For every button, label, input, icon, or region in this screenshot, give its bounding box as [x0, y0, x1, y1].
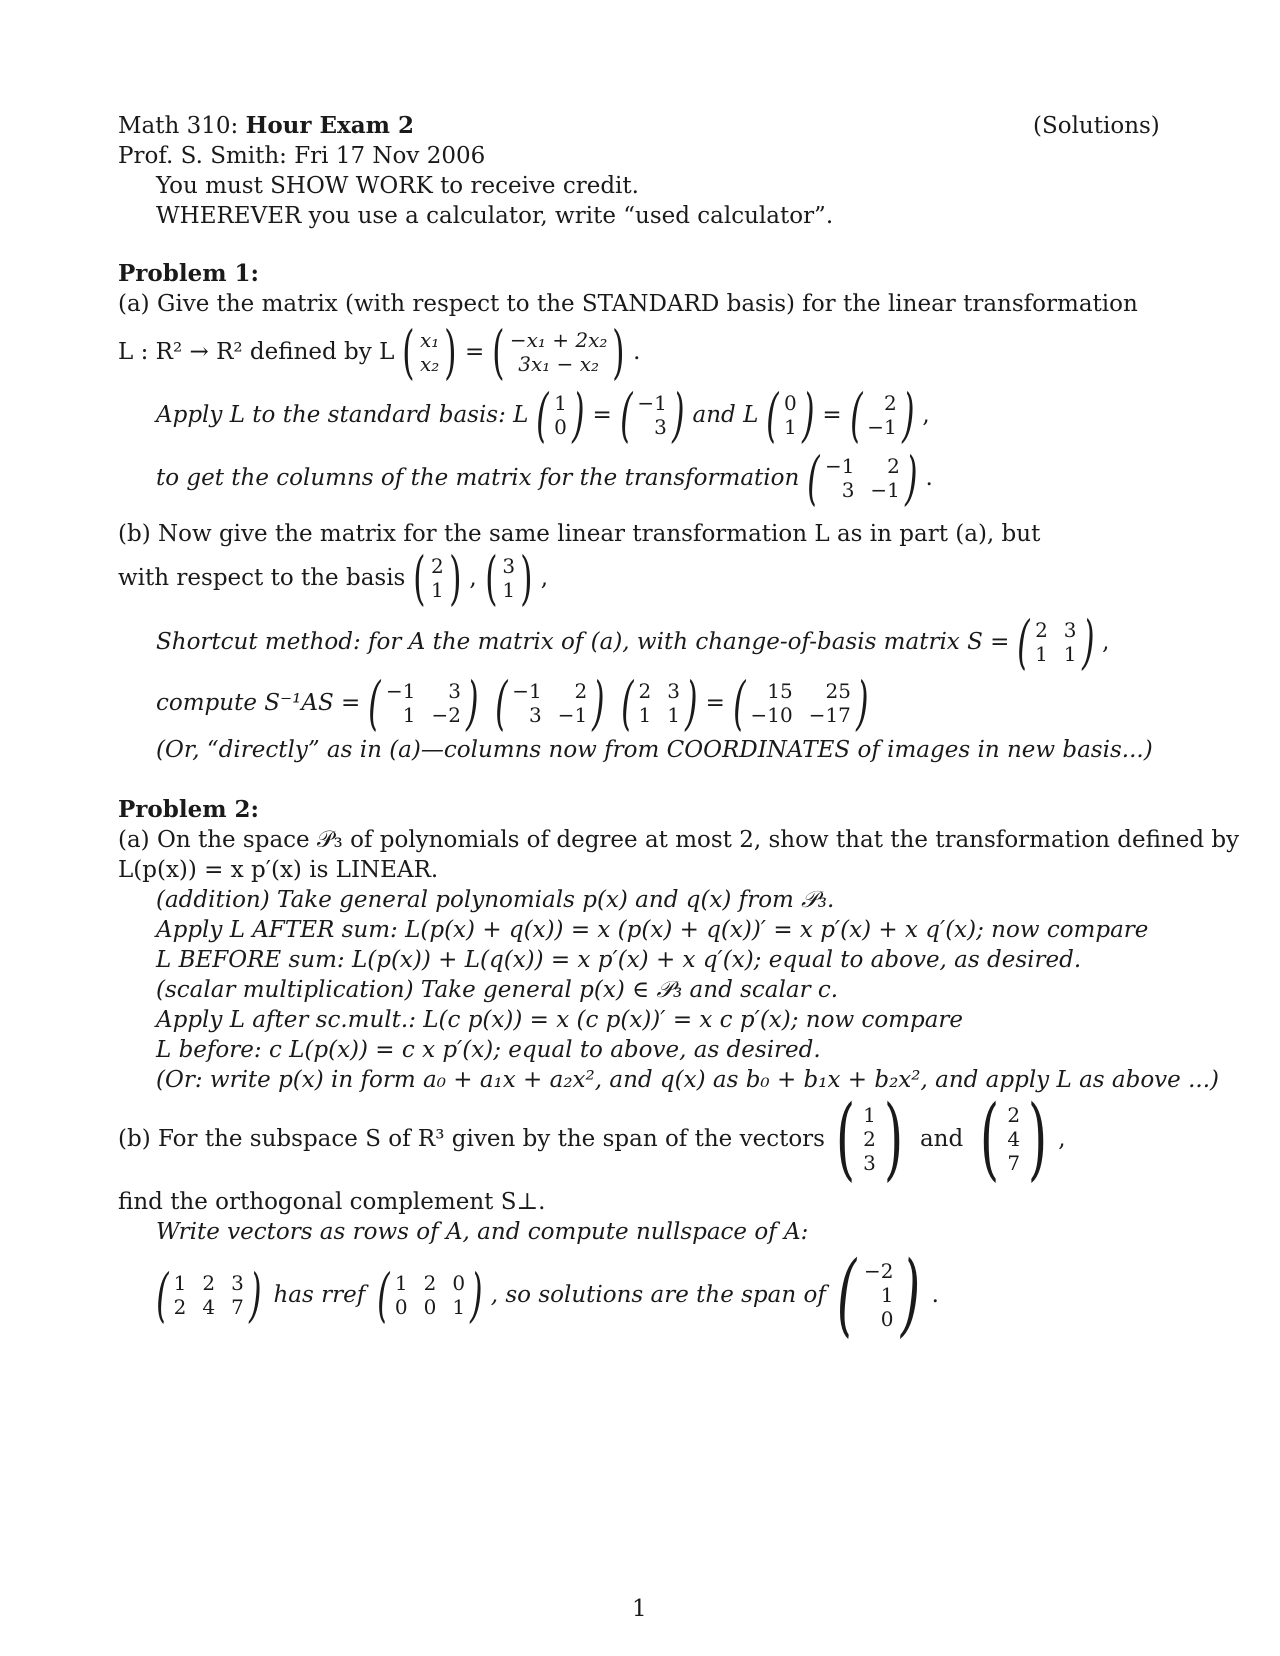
matrix-S-inverse: ( −1 3 1 −2 ) — [368, 669, 479, 737]
matrix-S-repeat: ( 2 3 1 1 ) — [620, 669, 698, 737]
course-label: Math 310: — [118, 113, 239, 139]
p2-find-line: find the orthogonal complement S⊥. — [118, 1189, 546, 1215]
instruction-2: WHEREVER you use a calculator, write “used calculator”. — [156, 203, 834, 229]
e1-vector: ( 1 0 ) — [536, 381, 585, 449]
header-title — [118, 112, 414, 140]
solution-vector: ( −2 1 0 ) — [836, 1242, 921, 1347]
matrix-S: ( 2 3 1 1 ) — [1017, 608, 1095, 676]
p2-line-addition: (addition) Take general polynomials p(x) and q(x) from 𝒫₃. — [156, 887, 835, 913]
p1-b-basis-line: with respect to the basis ( 2 1 ) , ( 3 1 ) , — [118, 544, 549, 612]
p2-a-line2: L(p(x)) = x p′(x) is LINEAR. — [118, 857, 439, 883]
p2-line-or: (Or: write p(x) in form a₀ + a₁x + a₂x², and q(x) as b₀ + b₁x + b₂x², and apply L as above ...) — [156, 1067, 1219, 1093]
p2-rref-line: ( 1 2 3 2 4 7 ) has rref ( 1 2 0 0 0 1 ) , so solutions are the span of ( −2 1 0 ) . — [148, 1252, 939, 1338]
p2-line-scalar: (scalar multiplication) Take general p(x) ∈ 𝒫₃ and scalar c. — [156, 977, 839, 1003]
problem-1-title: Problem 1: — [118, 260, 260, 287]
prof-line: Prof. S. Smith: Fri 17 Nov 2006 — [118, 143, 486, 169]
matrix-rref: ( 1 2 0 0 0 1 ) — [377, 1261, 483, 1329]
basis-vector-2: ( 3 1 ) — [484, 544, 533, 612]
p2-line-after-sum: Apply L AFTER sum: L(p(x) + q(x)) = x (p(x) + q(x))′ = x p′(x) + x q′(x); now compare — [156, 917, 1149, 943]
matrix-A: ( −1 2 3 −1 ) — [807, 444, 918, 512]
page-number: 1 — [632, 1596, 647, 1622]
instruction-1: You must SHOW WORK to receive credit. — [156, 173, 639, 199]
input-vector: ( x₁ x₂ ) — [402, 318, 457, 386]
e2-vector: ( 0 1 ) — [766, 381, 815, 449]
p1-or-line: (Or, “directly” as in (a)—columns now from COORDINATES of images in new basis...) — [156, 737, 1153, 763]
output-vector: ( −x₁ + 2x₂ 3x₁ − x₂ ) — [492, 318, 625, 386]
p2-write-line: Write vectors as rows of A, and compute nullspace of A: — [156, 1219, 809, 1245]
matrix-result: ( 15 25 −10 −17 ) — [732, 669, 869, 737]
p1-compute-line: compute S⁻¹AS = ( −1 3 1 −2 ) ( −1 2 3 −1 ) ( 2 3 1 1 ) = ( 15 25 −10 −17 ) — [156, 673, 877, 733]
p1-apply-line: Apply L to the standard basis: L ( 1 0 ) = ( −1 3 ) and L ( 0 1 ) = ( 2 −1 ) , — [156, 381, 930, 449]
def-prefix: L : R² → R² defined by L — [118, 339, 395, 365]
p1-shortcut-line: Shortcut method: for A the matrix of (a), with change-of-basis matrix S = ( 2 3 1 1 ) , — [156, 608, 1110, 676]
p1-definition: L : R² → R² defined by L ( x₁ x₂ ) = ( −x₁ + 2x₂ 3x₁ − x₂ ) . — [118, 318, 641, 386]
span-vector-1: ( 1 2 3 ) — [835, 1086, 904, 1191]
p1-a-line1: (a) Give the matrix (with respect to the STANDARD basis) for the linear transformation — [118, 291, 1138, 317]
basis-vector-1: ( 2 1 ) — [413, 544, 462, 612]
p2-line-after-scalar: Apply L after sc.mult.: L(c p(x)) = x (c p(x))′ = x c p′(x); now compare — [156, 1007, 964, 1033]
matrix-A-repeat: ( −1 2 3 −1 ) — [494, 669, 605, 737]
p1-columns-line: to get the columns of the matrix for the transformation ( −1 2 3 −1 ) . — [156, 444, 933, 512]
Le1-vector: ( −1 3 ) — [619, 381, 685, 449]
solutions-label: (Solutions) — [1033, 113, 1160, 139]
problem-2-title: Problem 2: — [118, 796, 260, 823]
span-vector-2: ( 2 4 7 ) — [980, 1086, 1048, 1191]
p2-b-line: (b) For the subspace S of R³ given by the span of the vectors ( 1 2 3 ) and ( 2 4 7 ) , — [118, 1086, 1066, 1191]
matrix-M: ( 1 2 3 2 4 7 ) — [156, 1261, 262, 1329]
p2-a-line1: (a) On the space 𝒫₃ of polynomials of degree at most 2, show that the transformation defined by — [118, 827, 1240, 853]
exam-title: Hour Exam 2 — [245, 112, 415, 139]
Le2-vector: ( 2 −1 ) — [849, 381, 915, 449]
p2-line-before-scalar: L before: c L(p(x)) = c x p′(x); equal to above, as desired. — [156, 1037, 821, 1063]
p1-b-line1: (b) Now give the matrix for the same linear transformation L as in part (a), but — [118, 521, 1041, 547]
p2-line-before-sum: L BEFORE sum: L(p(x)) + L(q(x)) = x p′(x) + x q′(x); equal to above, as desired. — [156, 947, 1082, 973]
